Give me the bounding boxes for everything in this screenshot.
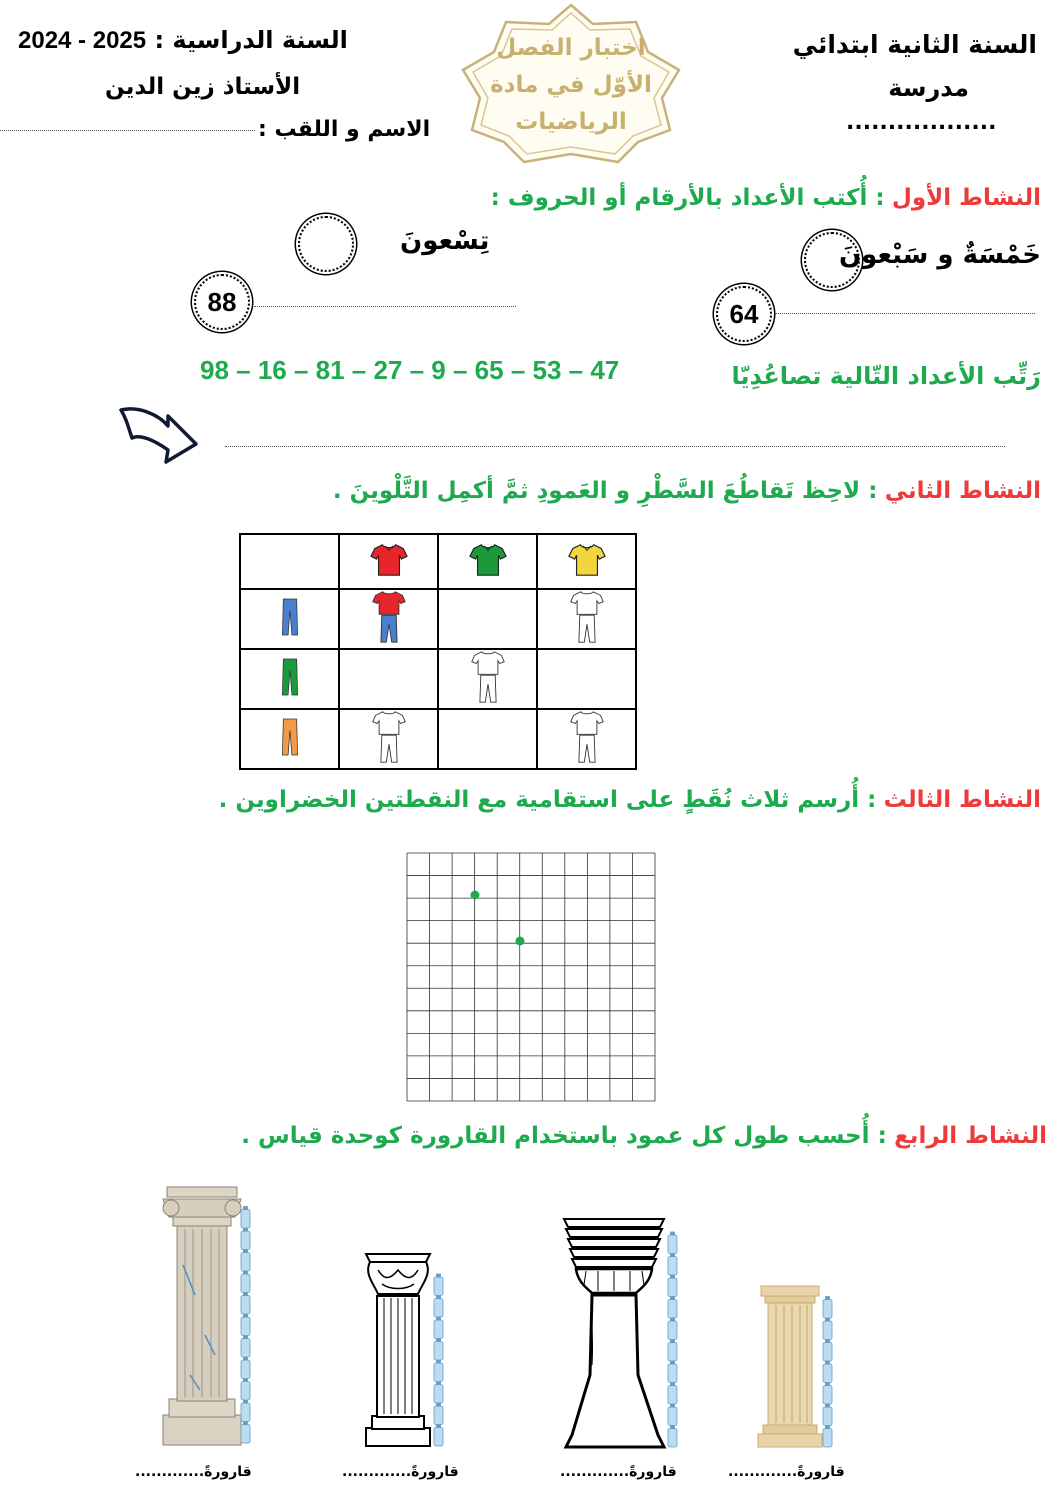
outfit-icon bbox=[470, 650, 506, 704]
bottle-icon bbox=[668, 1300, 677, 1319]
school-year bbox=[18, 26, 348, 55]
header-shirt-red bbox=[339, 534, 438, 589]
answer-circle-left[interactable] bbox=[298, 216, 354, 272]
outfit-icon bbox=[371, 590, 407, 644]
bottle-cap bbox=[244, 1250, 248, 1253]
answer-column-3[interactable]: قارورةً............. bbox=[560, 1464, 677, 1480]
header-pants-green bbox=[240, 649, 339, 709]
bottle-icon bbox=[823, 1407, 832, 1426]
bottle-icon bbox=[668, 1278, 677, 1297]
bottle-cap bbox=[826, 1426, 830, 1429]
bottle-icon bbox=[241, 1231, 250, 1250]
bottle-icon bbox=[241, 1339, 250, 1358]
activity4-instruction: : أُحسب طول كل عمود باستخدام القارورة كوحدة قياس . bbox=[241, 1123, 887, 1149]
year-value: 2024 - 2025 bbox=[18, 27, 147, 54]
word-seventy-five: خَمْسَةٌ و سَبْعونَ bbox=[838, 240, 1041, 270]
answer-column-1[interactable]: قارورةً............. bbox=[135, 1464, 252, 1480]
activity2-instruction: : لاحِظ تَقاطُعَ السَّطْرِ و العَمودِ ثمَّ أكمِل التَّلْوينَ . bbox=[332, 478, 878, 504]
cell-red-blue bbox=[339, 589, 438, 649]
bottle-icon bbox=[434, 1320, 443, 1339]
green-point-1 bbox=[471, 891, 480, 900]
header-shirt-yellow bbox=[537, 534, 636, 589]
bottle-cap bbox=[671, 1361, 675, 1364]
column-corinthian bbox=[360, 1250, 450, 1450]
color-table bbox=[239, 533, 637, 770]
cell-empty[interactable] bbox=[438, 709, 537, 769]
bottle-icon bbox=[823, 1321, 832, 1340]
bottle-icon bbox=[434, 1342, 443, 1361]
bottle-cap bbox=[437, 1317, 441, 1320]
bottle-icon bbox=[823, 1343, 832, 1362]
column-doric-small bbox=[755, 1282, 840, 1450]
bottle-icon bbox=[434, 1363, 443, 1382]
bottle-cap bbox=[437, 1339, 441, 1342]
bottle-icon bbox=[668, 1429, 677, 1448]
bottle-icon bbox=[434, 1385, 443, 1404]
bottle-cap bbox=[437, 1274, 441, 1277]
answer-column-4[interactable]: قارورةً............. bbox=[728, 1464, 845, 1480]
bottle-cap bbox=[671, 1254, 675, 1257]
pants-icon bbox=[280, 718, 300, 756]
bottle-icon bbox=[241, 1360, 250, 1379]
bottle-cap bbox=[671, 1383, 675, 1386]
bottle-cap bbox=[671, 1297, 675, 1300]
cell-empty[interactable] bbox=[339, 649, 438, 709]
title-line-1: اختبار الفصل bbox=[496, 35, 646, 61]
bottle-icon bbox=[434, 1406, 443, 1425]
bottle-icon bbox=[241, 1382, 250, 1401]
activity3-label: النشاط الثالث bbox=[883, 787, 1041, 813]
grade-level: السنة الثانية ابتدائي bbox=[792, 30, 1037, 59]
bottle-cap bbox=[244, 1314, 248, 1317]
column-ionic-tall bbox=[155, 1185, 260, 1453]
pants-icon bbox=[280, 598, 300, 636]
answer-circle-right[interactable] bbox=[804, 232, 860, 288]
header-pants-orange bbox=[240, 709, 339, 769]
bottle-icon bbox=[241, 1253, 250, 1272]
bottle-cap bbox=[826, 1361, 830, 1364]
bottle-cap bbox=[244, 1228, 248, 1231]
bottle-cap bbox=[437, 1425, 441, 1428]
bottle-cap bbox=[244, 1379, 248, 1382]
bottle-icon bbox=[241, 1317, 250, 1336]
bottle-icon bbox=[823, 1300, 832, 1319]
pants-icon bbox=[280, 658, 300, 696]
bottle-cap bbox=[244, 1422, 248, 1425]
activity4-label: النشاط الرابع bbox=[894, 1123, 1047, 1149]
cell-empty[interactable] bbox=[438, 589, 537, 649]
green-point-2 bbox=[516, 937, 525, 946]
dot-grid[interactable] bbox=[406, 852, 656, 1102]
bottle-icon bbox=[668, 1407, 677, 1426]
year-label: السنة الدراسية : bbox=[154, 26, 348, 54]
bottle-cap bbox=[437, 1403, 441, 1406]
number-badge-88: 88 bbox=[194, 274, 250, 330]
bottle-cap bbox=[244, 1336, 248, 1339]
bottle-icon bbox=[241, 1425, 250, 1444]
bottle-icon bbox=[668, 1321, 677, 1340]
header-pants-blue bbox=[240, 589, 339, 649]
activity2-heading bbox=[333, 478, 1041, 504]
shirt-icon bbox=[370, 541, 408, 579]
name-dotted-line[interactable] bbox=[0, 130, 255, 131]
outfit-icon bbox=[371, 710, 407, 764]
teacher-name: الأستاذ زين الدين bbox=[105, 74, 301, 100]
bottle-icon bbox=[668, 1343, 677, 1362]
bottle-cap bbox=[437, 1296, 441, 1299]
bottle-cap bbox=[437, 1382, 441, 1385]
bottle-icon bbox=[823, 1386, 832, 1405]
outfit-icon bbox=[569, 590, 605, 644]
bottle-icon bbox=[241, 1210, 250, 1229]
arrow-icon bbox=[118, 404, 200, 466]
bottle-icon bbox=[434, 1277, 443, 1296]
bottle-cap bbox=[826, 1404, 830, 1407]
bottle-icon bbox=[241, 1296, 250, 1315]
table-corner-cell bbox=[240, 534, 339, 589]
activity1-label: النشاط الأول bbox=[891, 185, 1041, 211]
answer-line-88[interactable] bbox=[254, 306, 516, 307]
bottle-cap bbox=[244, 1400, 248, 1403]
bottle-cap bbox=[671, 1404, 675, 1407]
bottle-cap bbox=[244, 1207, 248, 1210]
order-answer-line[interactable] bbox=[225, 446, 1005, 447]
bottle-icon bbox=[668, 1386, 677, 1405]
order-numbers: 98 – 16 – 81 – 27 – 9 – 65 – 53 – 47 bbox=[200, 355, 620, 385]
bottle-icon bbox=[668, 1364, 677, 1383]
cell-outfit-uncolored[interactable] bbox=[438, 649, 537, 709]
exam-title bbox=[478, 30, 664, 141]
activity2-label: النشاط الثاني bbox=[884, 478, 1041, 504]
cell-empty[interactable] bbox=[537, 649, 636, 709]
answer-column-2[interactable]: قارورةً............. bbox=[342, 1464, 459, 1480]
order-instruction: رَتِّب الأعداد التّالية تصاعُدِيّا bbox=[731, 362, 1041, 390]
cell-outfit-uncolored[interactable] bbox=[537, 709, 636, 769]
header-shirt-green bbox=[438, 534, 537, 589]
title-line-2: الأوّل في مادة bbox=[490, 72, 652, 98]
activity4-heading bbox=[241, 1123, 1047, 1149]
bottle-icon bbox=[241, 1403, 250, 1422]
bottle-cap bbox=[826, 1340, 830, 1343]
word-ninety: تِسْعونَ bbox=[400, 226, 490, 256]
shirt-icon bbox=[469, 541, 507, 579]
bottle-icon bbox=[668, 1257, 677, 1276]
activity3-instruction: : أُرسم ثلاث نُقَطٍ على استقامية مع النقطتين الخضراوين . bbox=[218, 787, 877, 813]
answer-line-64[interactable] bbox=[775, 313, 1035, 314]
school-dots[interactable]: .................. bbox=[846, 110, 997, 135]
activity3-heading bbox=[219, 787, 1041, 813]
bottle-cap bbox=[671, 1340, 675, 1343]
bottle-cap bbox=[671, 1232, 675, 1235]
bottle-cap bbox=[244, 1271, 248, 1274]
cell-outfit-uncolored[interactable] bbox=[537, 589, 636, 649]
outfit-icon bbox=[569, 710, 605, 764]
bottle-cap bbox=[826, 1318, 830, 1321]
bottle-icon bbox=[668, 1235, 677, 1254]
school-label: مدرسة bbox=[888, 74, 969, 102]
column-egyptian bbox=[560, 1215, 685, 1451]
bottle-icon bbox=[823, 1429, 832, 1448]
shirt-icon bbox=[568, 541, 606, 579]
activity1-instruction: : أُكتب الأعداد بالأرقام أو الحروف : bbox=[490, 185, 885, 211]
number-badge-64: 64 bbox=[716, 286, 772, 342]
cell-outfit-uncolored[interactable] bbox=[339, 709, 438, 769]
bottle-icon bbox=[434, 1299, 443, 1318]
bottle-icon bbox=[434, 1428, 443, 1447]
bottle-cap bbox=[826, 1297, 830, 1300]
bottle-cap bbox=[671, 1426, 675, 1429]
bottle-cap bbox=[244, 1357, 248, 1360]
bottle-cap bbox=[671, 1275, 675, 1278]
bottle-cap bbox=[671, 1318, 675, 1321]
title-line-3: الرياضيات bbox=[515, 109, 627, 135]
bottle-icon bbox=[241, 1274, 250, 1293]
activity1-heading bbox=[491, 185, 1041, 211]
bottle-icon bbox=[823, 1364, 832, 1383]
bottle-cap bbox=[437, 1360, 441, 1363]
name-label: الاسم و اللقب : bbox=[258, 117, 431, 142]
bottle-cap bbox=[244, 1293, 248, 1296]
bottle-cap bbox=[826, 1383, 830, 1386]
